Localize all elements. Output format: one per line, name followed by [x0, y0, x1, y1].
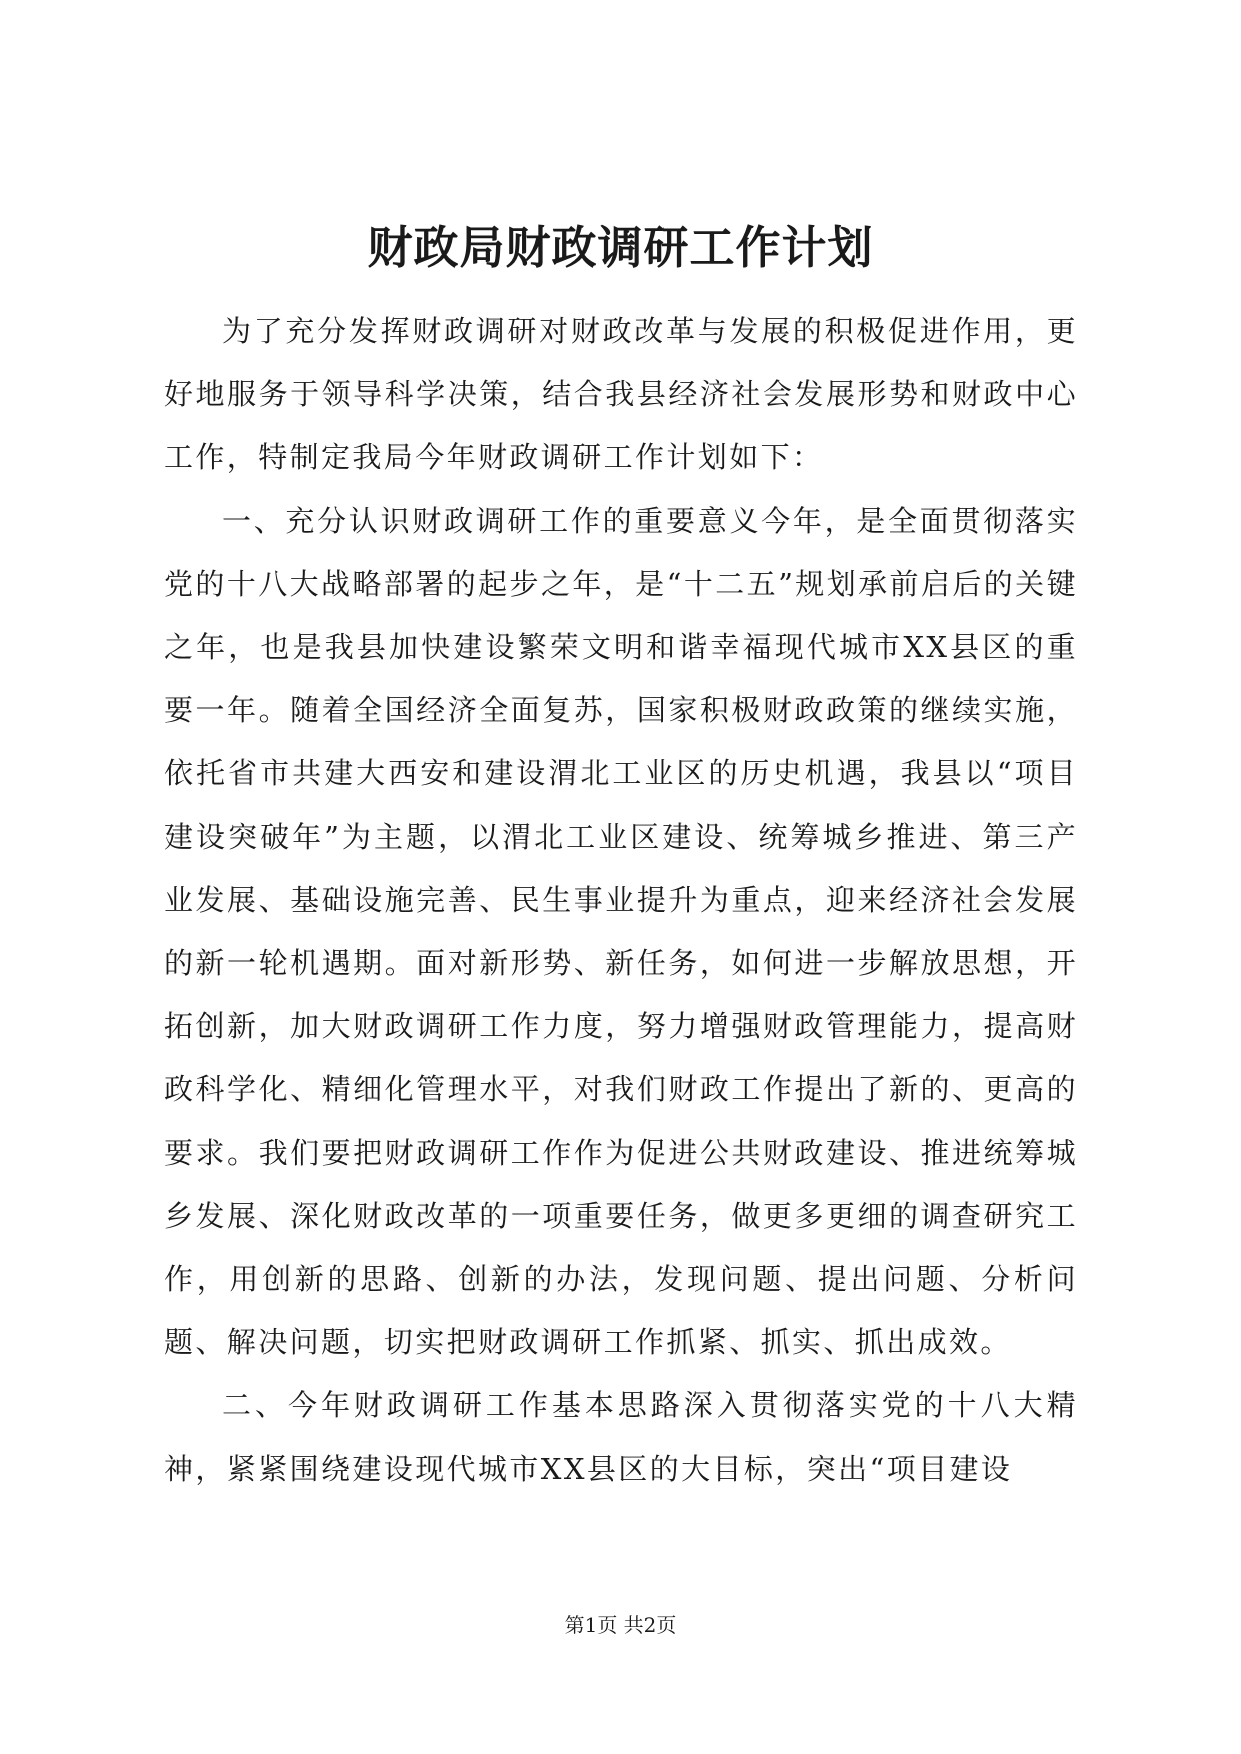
paragraph-section-one: 一、充分认识财政调研工作的重要意义今年，是全面贯彻落实党的十八大战略部署的起步之年，是“十二五”规划承前启后的关键之年，也是我县加快建设繁荣文明和谐幸福现代城市XX县区的重要一年。随着全国经济全面复苏，国家积极财政政策的继续实施，依托省市共建大西安和建设渭北工业区的历史机遇，我县以“项目建设突破年”为主题，以渭北工业区建设、统筹城乡推进、第三产业发展、基础设施完善、民生事业提升为重点，迎来经济社会发展的新一轮机遇期。面对新形势、新任务，如何进一步解放思想，开拓创新，加大财政调研工作力度，努力增强财政管理能力，提高财政科学化、精细化管理水平，对我们财政工作提出了新的、更高的要求。我们要把财政调研工作作为促进公共财政建设、推进统筹城乡发展、深化财政改革的一项重要任务，做更多更细的调查研究工作，用创新的思路、创新的办法，发现问题、提出问题、分析问题、解决问题，切实把财政调研工作抓紧、抓实、抓出成效。: [164, 503, 1078, 1360]
page-footer: [0, 1610, 1241, 1640]
document-title: 财政局财政调研工作计划: [367, 221, 874, 274]
document-body: [164, 300, 1078, 1501]
page-number-label: 第1页 共2页: [564, 1613, 677, 1637]
paragraph-section-two: 二、今年财政调研工作基本思路深入贯彻落实党的十八大精神，紧紧围绕建设现代城市XX县区的大目标，突出“项目建设: [164, 1388, 1078, 1486]
paragraph-intro: 为了充分发挥财政调研对财政改革与发展的积极促进作用，更好地服务于领导科学决策，结合我县经济社会发展形势和财政中心工作，特制定我局今年财政调研工作计划如下：: [164, 314, 1078, 475]
